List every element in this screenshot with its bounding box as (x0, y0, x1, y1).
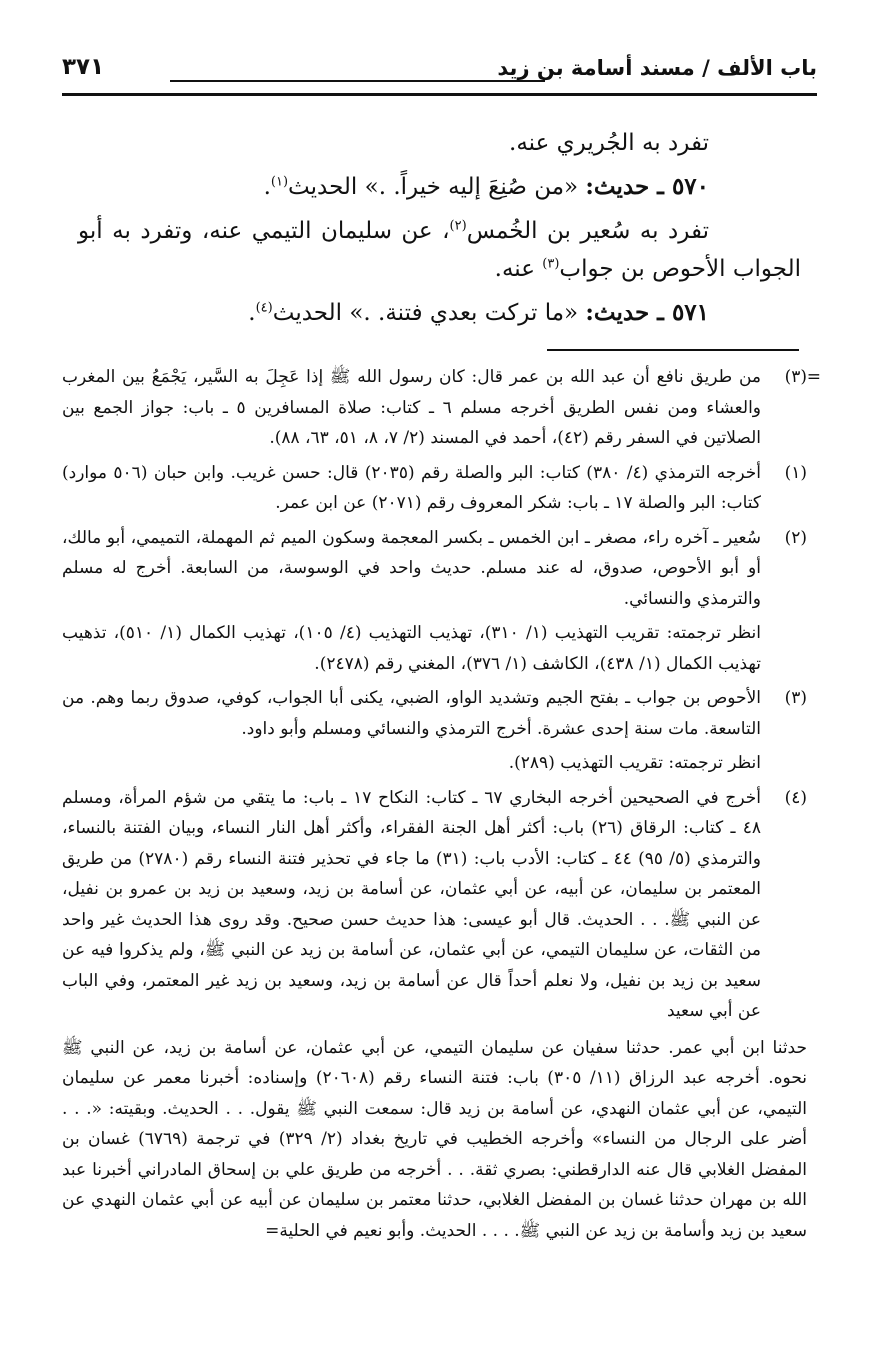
footnote-4-continuation-text: حدثنا ابن أبي عمر. حدثنا سفيان عن سليمان التيمي، عن أبي عثمان، عن أسامة بن زيد، عن النبي ﷺ نحوه. أخرجه عبد الرزاق (١١/ ٣٠٥) باب: فتنة النساء رقم (٢٠٦٠٨) وإسناده: أخبرنا معمر عن سليمان التيمي، عن أبي عثمان النهدي، عن أسامة بن زيد قال: سمعت النبي ﷺ يقول. . . الحديث. وبقيته: «. . . أضر على الرجال من النساء» وأخرجه الخطيب في تاريخ بغداد (٢/ ٣٢٩) في ترجمة (٦٧٦٩) غسان بن المفضل الغلابي قال عنه الدارقطني: بصري ثقة. . . أخرجه من طريق علي بن إسحاق المادراني أخبرنا عبد الله بن مهران حدثنا غسان بن المفضل الغلابي، حدثنا معتمر بن سليمان عن أبيه عن أبي عثمان النهدي عن سعيد بن زيد وأسامة بن زيد عن النبي ﷺ. . . . الحديث. وأبو نعيم في الحلية (62, 1037, 808, 1241)
footnote-continued-label: (٣) (784, 367, 807, 387)
footnote-4 (62, 783, 807, 1027)
footnote-2-text: سُعير ـ آخره راء، مصغر ـ ابن الخمس ـ بكسر المعجمة وسكون الميم ثم المهملة، التميمي، أبو مالك، أو أبو الأحوص، صدوق، له عند مسلم. حديث واحد في الوسوسة، من السابعة. أخرج له مسلم والترمذي والنسائي. (62, 527, 761, 609)
footnote-ref-4[interactable]: (٤) (255, 300, 273, 316)
page-end-continuation-mark: = (265, 1220, 280, 1241)
hadith-571-label: ٥٧١ ـ حديث: (585, 299, 709, 326)
footnote-continued-3 (62, 362, 821, 454)
footnote-ref-3[interactable]: (٣) (542, 256, 560, 272)
paragraph-2-part-2: ، عن سليمان التيمي عنه، وتفرد به أبو الجواب الأحوص بن جواب (78, 218, 801, 282)
footnote-4-number: (٤) (784, 787, 807, 808)
footnote-1-number: (١) (784, 462, 807, 483)
paragraph-2-part-3: عنه. (494, 256, 543, 282)
hadith-570-label: ٥٧٠ ـ حديث: (585, 173, 709, 200)
paragraph-2-part-1: تفرد به سُعير بن الخُمس (466, 218, 710, 244)
footnote-3 (62, 683, 807, 779)
running-header (62, 52, 817, 92)
chapter-title: باب الألف / مسند أسامة بن زيد (497, 56, 817, 80)
footnote-3-text: الأحوص بن جواب ـ بفتح الجيم وتشديد الواو، الضبي، يكنى أبا الجواب، كوفي، صدوق ربما وهم. من التاسعة. مات سنة إحدى عشرة. أخرج الترمذي والنسائي ومسلم وأبو داود. (62, 688, 761, 739)
header-rule (62, 93, 817, 96)
header-leader-line (170, 80, 545, 82)
hadith-571: ٥٧١ ـ حديث: «ما تركت بعدي فتنة. .» الحديث$^{(٤)}$. (248, 299, 709, 326)
footnote-4-text: أخرج في الصحيحين أخرجه البخاري ٦٧ ـ كتاب: النكاح ١٧ ـ باب: ما يتقي من شؤم المرأة، ومسلم ٤٨ ـ كتاب: الرقاق (٢٦) باب: أكثر أهل الجنة الفقراء، وأكثر أهل النار النساء، وبيان الفتنة بالنساء، والترمذي (٥/ ٩٥) ٤٤ ـ كتاب: الأدب باب: (٣١) ما جاء في تحذير فتنة النساء رقم (٢٧٨٠) من طريق المعتمر بن سليمان، عن أبيه، عن أبي عثمان، عن أسامة بن زيد، وسعيد بن زيد بن عمرو بن نفيل، عن النبي ﷺ. . . الحديث. قال أبو عيسى: هذا حديث حسن صحيح. وقد روى هذا الحديث غير واحد من الثقات، عن سليمان التيمي، عن أبي عثمان، عن أسامة بن زيد عن النبي ﷺ، ولم يذكروا فيه عن سعيد بن زيد بن نفيل، ولا نعلم أحداً قال عن أسامة بن زيد، وسعيد بن زيد غير المعتمر، وفي الباب عن أبي سعيد (62, 787, 761, 1021)
footnote-separator (547, 349, 799, 351)
footnotes (62, 362, 821, 1246)
footnote-ref-1[interactable]: (١) (270, 174, 289, 190)
hadith-571-text: «ما تركت بعدي فتنة. .» الحديث (272, 300, 579, 326)
footnote-2 (62, 523, 807, 680)
footnote-2-number: (٢) (784, 527, 807, 548)
main-text (78, 124, 801, 338)
text-line-1: تفرد به الجُريري عنه. (509, 130, 709, 156)
footnote-1 (62, 458, 807, 519)
page-number: ٣٧١ (62, 54, 105, 80)
footnote-3-number: (٣) (784, 688, 807, 708)
continuation-mark: = (806, 367, 821, 387)
footnote-3-references: انظر ترجمته: تقريب التهذيب (٢٨٩). (508, 753, 761, 773)
text-paragraph-2 (78, 212, 801, 288)
footnote-2-references: انظر ترجمته: تقريب التهذيب (١/ ٣١٠)، تهذيب التهذيب (٤/ ١٠٥)، تهذيب الكمال (١/ ٥١٠)، تذهيب تهذيب الكمال (١/ ٤٣٨)، الكاشف (١/ ٣٧٦)، المغني رقم (٢٤٧٨). (62, 623, 761, 674)
hadith-570: ٥٧٠ ـ حديث: «من صُنِعَ إليه خيراً. .» الحديث$^{(١)}$. (263, 173, 709, 200)
footnote-continued-text: من طريق نافع أن عبد الله بن عمر قال: كان رسول الله ﷺ إذا عَجِلَ به السَّير، يَجْمَعُ بين المغرب والعشاء ومن نفس الطريق أخرجه مسلم ٦ ـ كتاب: صلاة المسافرين ٥ ـ باب: جواز الجمع بين الصلاتين في السفر رقم (٤٢)، أحمد في المسند (٢/ ٧، ٨، ٥١، ٦٣، ٨٨). (62, 367, 761, 448)
footnote-ref-2[interactable]: (٢) (449, 218, 467, 234)
hadith-570-text: «من صُنِعَ إليه خيراً. .» الحديث (288, 174, 579, 200)
footnote-4-continuation (62, 1033, 807, 1247)
footnote-continued-number (767, 362, 821, 393)
footnote-1-text: أخرجه الترمذي (٤/ ٣٨٠) كتاب: البر والصلة رقم (٢٠٣٥) قال: حسن غريب. وابن حبان (٥٠٦ موارد) كتاب: البر والصلة ١٧ ـ باب: شكر المعروف رقم (٢٠٧١) عن ابن عمر. (62, 462, 761, 513)
